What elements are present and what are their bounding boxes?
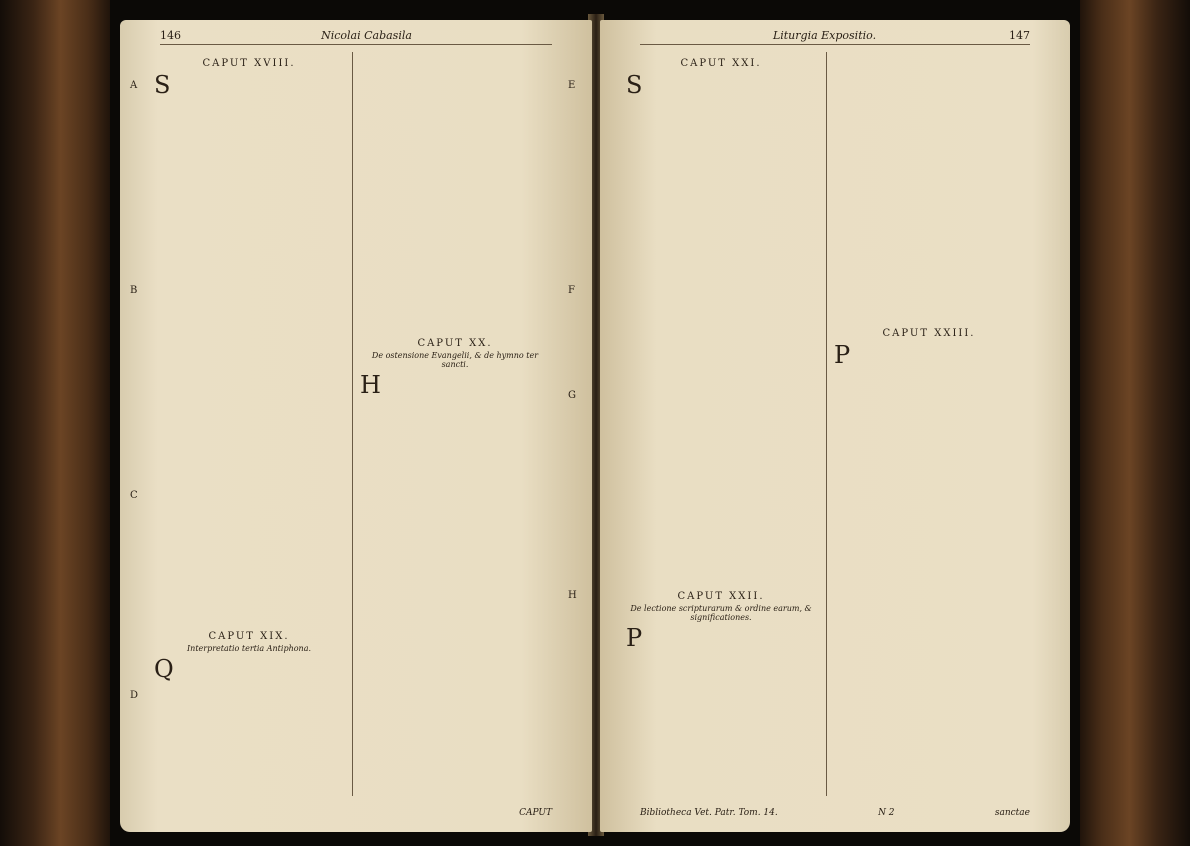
chapter-heading: CAPUT XXII. [677,591,765,602]
right-page-footer [640,808,1030,822]
page-number: 147 [1009,28,1030,42]
running-title: Liturgia Expositio. [772,28,877,42]
chapter-heading: CAPUT XX. [417,338,493,349]
column-rule [826,52,827,796]
left-column-2 [360,52,550,796]
text-block [626,451,816,571]
book-binding-right [1080,0,1190,846]
text-block [834,343,1024,463]
chapter-heading: CAPUT XXI. [680,58,762,69]
drop-cap: S [626,71,643,99]
left-page [120,20,592,832]
text-block [360,178,550,298]
right-column-1 [626,52,816,796]
sheet-mark: N 2 [878,808,895,818]
text-block [154,73,344,193]
left-page-footer [160,808,552,822]
left-page-header [160,26,552,45]
text-block [154,451,344,571]
text-block [626,199,816,319]
book-binding-left [0,0,110,846]
running-title: Nicolai Cabasila [321,28,412,42]
margin-letter: G [568,390,576,401]
chapter-heading: CAPUT XXIII. [882,328,976,339]
margin-letter: H [568,590,577,601]
drop-cap: Q [154,655,174,683]
page-number: 146 [160,28,181,42]
drop-cap: P [834,341,851,369]
column-rule [352,52,353,796]
text-block [154,199,344,319]
drop-cap: H [360,371,381,399]
margin-letter: E [568,80,576,91]
drop-cap: S [154,71,171,99]
right-column-2 [834,52,1024,796]
text-block [154,657,344,777]
margin-letter: C [130,490,138,501]
text-block [834,469,1024,589]
right-page-header [640,26,1030,45]
text-block [626,325,816,445]
drop-cap: P [626,624,643,652]
text-block [626,73,816,193]
catchword: sanctae [994,808,1030,818]
text-block [360,52,550,172]
margin-letter: F [568,285,575,296]
chapter-subtitle: De lectione scripturarum & ordine earum, & significationes. [630,604,812,622]
chapter-subtitle: De ostensione Evangelii, & de hymno ter sancti. [371,351,539,369]
margin-letter: A [130,80,138,91]
margin-letter: D [130,690,139,701]
volume-signature: Bibliotheca Vet. Patr. Tom. 14. [640,808,778,818]
chapter-subtitle: Interpretatio tertia Antiphona. [187,644,311,653]
margin-letter: B [130,285,138,296]
chapter-heading: CAPUT XIX. [208,631,290,642]
chapter-heading: CAPUT XVIII. [202,58,296,69]
text-block [626,626,816,746]
text-block [360,499,550,619]
text-block [834,52,1024,172]
right-page [600,20,1070,832]
text-block [834,178,1024,298]
left-column-1 [154,52,344,796]
text-block [360,373,550,493]
text-block [154,325,344,445]
catchword: CAPUT [519,808,552,818]
